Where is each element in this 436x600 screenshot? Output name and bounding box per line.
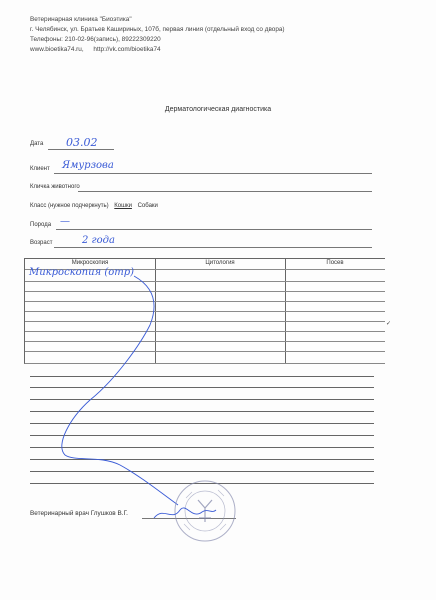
form-title: Дерматологическая диагностика: [164, 106, 272, 113]
clinic-vk-link[interactable]: http://vk.com/bioetika74: [93, 46, 161, 53]
col-header-cytology: Цитология: [205, 260, 235, 266]
col-header-culture: Посев: [326, 260, 344, 266]
clinic-address: г. Челябинск, ул. Братьев Кашириных, 107б, первая линия (отдельный вход со двора): [30, 26, 285, 33]
doctor-name: Ветеринарный врач Глушков В.Г.: [30, 510, 128, 517]
clinic-name: Ветеринарная клиника "Биоэтика": [30, 16, 132, 23]
microscopy-value[interactable]: Микроскопия (отр): [29, 267, 135, 278]
class-option-cats[interactable]: Кошки: [114, 203, 132, 209]
date-label: Дата: [30, 141, 44, 147]
clinic-site-link[interactable]: www.bioetika74.ru,: [30, 46, 84, 53]
class-option-dogs[interactable]: Собаки: [137, 203, 158, 209]
age-value[interactable]: 2 года: [82, 235, 115, 246]
signature-scribble: [150, 498, 220, 528]
class-label: Класс (нужное подчеркнуть): [30, 203, 109, 209]
animal-label: Кличка животного: [30, 184, 80, 190]
client-value[interactable]: Ямурзова: [62, 160, 114, 171]
margin-mark: ✓: [386, 321, 392, 327]
clinic-phones: Телефоны: 210-02-96(запись), 89222309220: [30, 36, 161, 43]
client-label: Клиент: [30, 166, 50, 172]
date-value[interactable]: 03.02: [66, 136, 98, 149]
doctor-line: [30, 510, 128, 517]
breed-value[interactable]: —: [60, 216, 70, 227]
age-label: Возраст: [30, 240, 53, 246]
col-header-microscopy: Микроскопия: [71, 260, 109, 266]
breed-label: Порода: [30, 222, 52, 228]
